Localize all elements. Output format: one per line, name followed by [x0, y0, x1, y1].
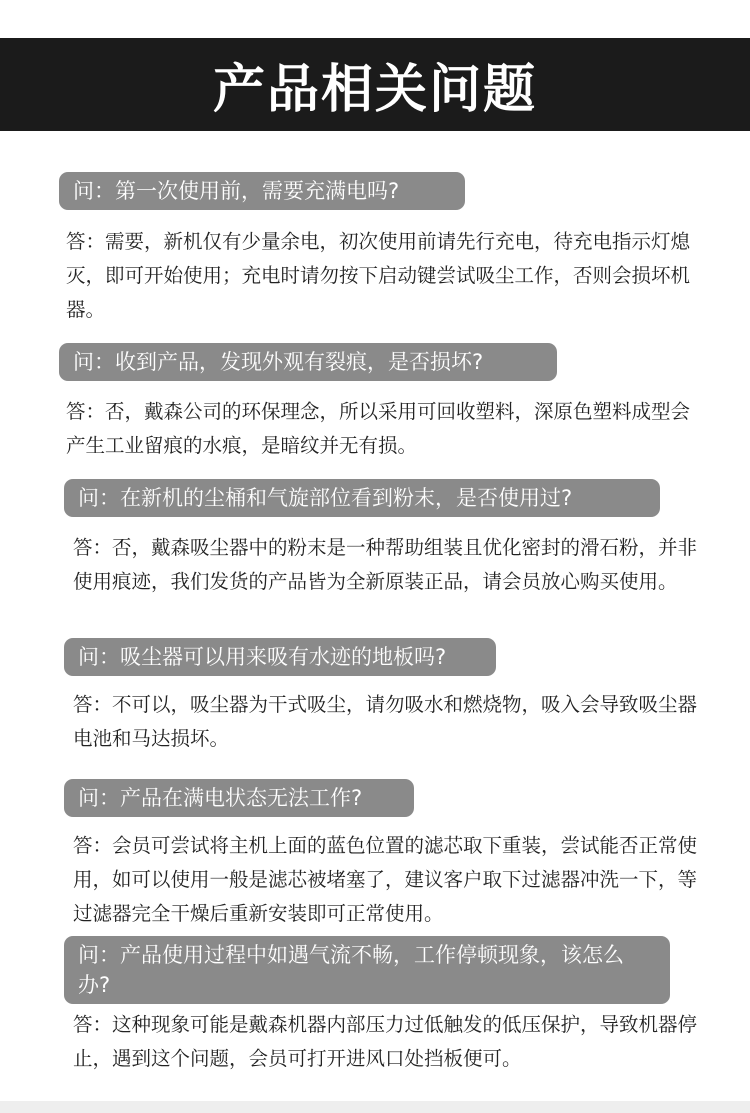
- faq-question-1: 问：第一次使用前，需要充满电吗?: [59, 172, 465, 210]
- faq-question-3: 问：在新机的尘桶和气旋部位看到粉末，是否使用过?: [64, 479, 660, 517]
- faq-question-2: 问：收到产品，发现外观有裂痕，是否损坏?: [59, 343, 557, 381]
- faq-answer-1: 答：需要，新机仅有少量余电，初次使用前请先行充电，待充电指示灯熄灭，即可开始使用；充电时请勿按下启动键尝试吸尘工作，否则会损坏机器。: [66, 230, 691, 321]
- faq-answer-3: 答：否，戴森吸尘器中的粉末是一种帮助组装且优化密封的滑石粉，并非使用痕迹，我们发货的产品皆为全新原装正品，请会员放心购买使用。: [73, 536, 698, 593]
- faq-question-6: 问：产品使用过程中如遇气流不畅，工作停顿现象，该怎么办?: [64, 936, 670, 1004]
- faq-question-5: 问：产品在满电状态无法工作?: [64, 779, 414, 817]
- faq-answer-6: 答：这种现象可能是戴森机器内部压力过低触发的低压保护，导致机器停止，遇到这个问题，会员可打开进风口处挡板便可。: [73, 1013, 698, 1070]
- faq-answer-2: 答：否，戴森公司的环保理念，所以采用可回收塑料，深原色塑料成型会产生工业留痕的水痕，是暗纹并无有损。: [66, 400, 691, 457]
- faq-answer-4: 答：不可以，吸尘器为干式吸尘，请勿吸水和燃烧物，吸入会导致吸尘器电池和马达损坏。: [73, 693, 698, 750]
- page-title: 产品相关问题: [212, 60, 537, 120]
- faq-answer-5: 答：会员可尝试将主机上面的蓝色位置的滤芯取下重装，尝试能否正常使用，如可以使用一般是滤芯被堵塞了，建议客户取下过滤器冲洗一下，等过滤器完全干燥后重新安装即可正常使用。: [73, 834, 698, 925]
- faq-question-4: 问：吸尘器可以用来吸有水迹的地板吗?: [64, 638, 496, 676]
- bottom-divider: [0, 1101, 750, 1113]
- page-header: [0, 38, 750, 131]
